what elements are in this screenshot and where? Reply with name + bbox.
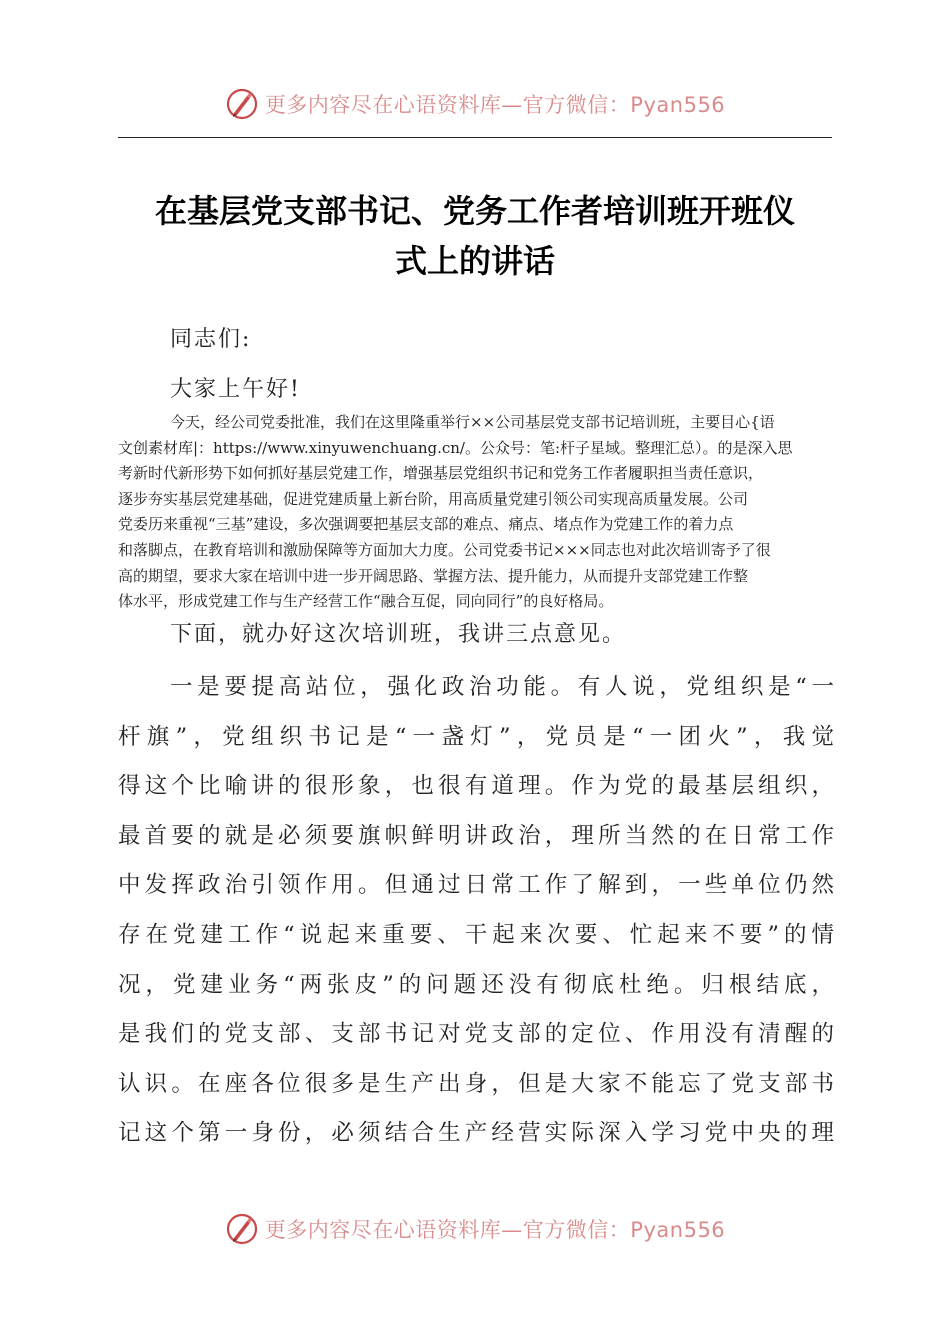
footer-banner-text: 更多内容尽在心语资料库—官方微信：Pyan556: [264, 1218, 726, 1242]
header-divider: [118, 137, 832, 138]
paragraph-line: 况，党建业务“两张皮”的问题还没有彻底杜绝。归根结底，: [118, 971, 834, 998]
paragraph-line: 考新时代新形势下如何抓好基层党建工作，增强基层党组织书记和党务工作者履职担当责任意识，: [118, 464, 764, 483]
pen-logo-icon: [225, 87, 259, 121]
header-banner: [0, 82, 950, 126]
paragraph-line: 中发挥政治引领作用。但通过日常工作了解到，一些单位仍然: [118, 872, 834, 899]
paragraph-line: 认识。在座各位很多是生产出身，但是大家不能忘了党支部书: [118, 1070, 834, 1097]
title-line-2: 式上的讲话: [394, 242, 555, 280]
paragraph-line: 和落脚点，在教育培训和激励保障等方面加大力度。公司党委书记×××同志也对此次培训寄予了很: [118, 540, 771, 559]
pen-logo-icon: [225, 1212, 259, 1246]
intro-sentence: 下面，就办好这次培训班，我讲三点意见。: [170, 622, 627, 647]
title-line-1: 在基层党支部书记、党务工作者培训班开班仪: [154, 192, 795, 230]
opening-paragraph: [118, 410, 834, 615]
paragraph-line: 是我们的党支部、支部书记对党支部的定位、作用没有清醒的: [118, 1021, 834, 1048]
paragraph-line: 逐步夯实基层党建基础，促进党建质量上新台阶，用高质量党建引领公司实现高质量发展。公司: [118, 489, 749, 508]
salutation: 同志们:: [170, 327, 252, 352]
footer-banner: [0, 1207, 950, 1251]
paragraph-line: 杆旗”，党组织书记是“一盏灯”，党员是“一团火”，我觉: [118, 723, 834, 750]
paragraph-line: 记这个第一身份，必须结合生产经营实际深入学习党中央的理: [118, 1120, 834, 1147]
paragraph-line: 存在党建工作“说起来重要、干起来次要、忙起来不要”的情: [118, 921, 834, 948]
paragraph-line: 一是要提高站位，强化政治功能。有人说，党组织是“一: [170, 674, 834, 700]
document-title: [118, 186, 832, 286]
paragraph-line: 今天，经公司党委批准，我们在这里隆重举行××公司基层党支部书记培训班，主要目心{语: [170, 413, 775, 431]
header-banner-text: 更多内容尽在心语资料库—官方微信：Pyan556: [264, 93, 726, 117]
paragraph-line: 得这个比喻讲的很形象，也很有道理。作为党的最基层组织，: [118, 773, 834, 800]
main-paragraph: [118, 663, 834, 1159]
paragraph-line: 党委历来重视“三基”建设，多次强调要把基层支部的难点、痛点、堵点作为党建工作的着力点: [118, 515, 734, 534]
paragraph-line: 体水平，形成党建工作与生产经营工作“融合互促，同向同行”的良好格局。: [118, 592, 614, 611]
greeting: 大家上午好!: [170, 377, 301, 402]
paragraph-line: 文创素材库|：https://www.xinyuwenchuang.cn/。公众号：笔:杆子星域。整理汇总）。的是深入思: [118, 438, 793, 457]
paragraph-line: 最首要的就是必须要旗帜鲜明讲政治，理所当然的在日常工作: [118, 822, 834, 849]
paragraph-line: 高的期望，要求大家在培训中进一步开阔思路、掌握方法、提升能力，从而提升支部党建工作整: [118, 566, 749, 585]
